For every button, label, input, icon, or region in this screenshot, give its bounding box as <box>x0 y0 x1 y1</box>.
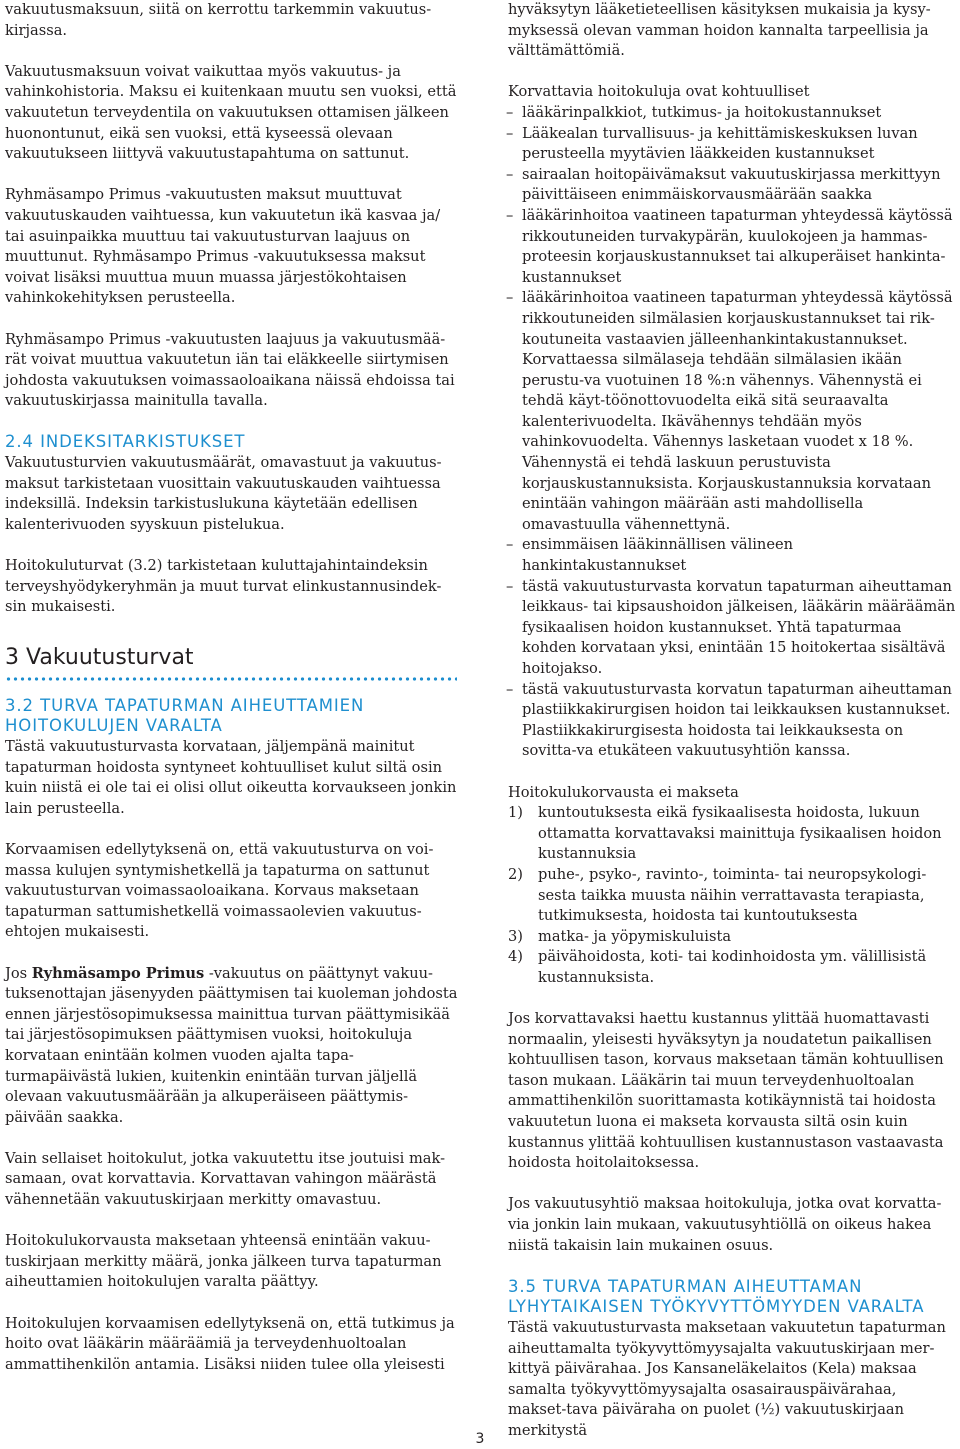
list-item: – sairaalan hoitopäivämaksut vakuutuskirjassa merkittyyn päivittäiseen enimmäiskorvausmäärään saakka <box>508 165 958 206</box>
list-text: puhe-, psyko-, ravinto-, toiminta- tai neuropsykologi-sesta taikka muusta näihin verrattavasta terapiasta, tutkimuksesta, hoidosta tai kuntoutuksesta <box>538 865 927 925</box>
list-item: – tästä vakuutusturvasta korvatun tapaturman aiheuttaman leikkaus- tai kipsaushoidon jälkeisen, lääkärin määräämän fysikaalisen hoidon kustannukset. Yhtä tapaturmaa kohden korvataan yksi, enintään 15 hoitokertaa sisältävä hoitojakso. <box>508 577 958 680</box>
list-number: 4) <box>508 948 523 966</box>
compensable-costs-list <box>508 103 958 762</box>
list-number: 3) <box>508 927 523 945</box>
not-paid-title: Hoitokulukorvausta ei makseta <box>508 783 739 801</box>
termination-body: -vakuutus on päättynyt vakuu-tuksenottajan jäsenyyden päättymisen tai kuoleman johdosta ennen järjestösopimuksessa mainittua turvan päättymisikää tai järjestösopimuksen päättymisen vuoksi, hoitokuluja korvataan enintään kolmen vuoden ajalta tapa-turmapäivästä lukien, kuitenkin enintään turvan jäljellä olevaan vakuutusmäärään ja alkuperäiseen päättymis-päivään saakka. <box>5 964 458 1126</box>
paragraph-hoitokulu-index: Hoitokuluturvat (3.2) tarkistetaan kuluttajahintaindeksin terveyshyödykeryhmän ja muut turvat elinkustannusindek-sin mukaisesti. <box>5 557 442 616</box>
heading-3-5-title-line1: TURVA TAPATURMAN AIHEUTTAMAN <box>543 1276 863 1296</box>
paragraph-continuation: hyväksytyn lääketieteellisen käsityksen mukaisia ja kysy-myksessä olevan vamman hoidon kannalta tarpeellisia ja välttämättömiä. <box>508 1 931 60</box>
heading-3-title: Vakuutusturvat <box>26 644 194 670</box>
heading-3-2-number: 3.2 <box>5 695 34 715</box>
heading-2-4-title: INDEKSITARKISTUKSET <box>40 432 246 452</box>
compensable-costs-title: Korvattavia hoitokuluja ovat kohtuulliset <box>508 83 810 101</box>
left-column <box>5 0 458 1375</box>
list-item: – tästä vakuutusturvasta korvatun tapaturman aiheuttaman plastiikkakirurgisen hoidon tai leikkauksen kustannukset. Plastiikkakirurgisesta hoidosta tai leikkauksesta on sovitta-va etukäteen vakuutusyhtiön kanssa. <box>508 680 958 762</box>
not-paid-list <box>508 803 958 988</box>
paragraph-index-review: Vakuutusturvien vakuutusmäärät, omavastuut ja vakuutus-maksut tarkistetaan vuosittain vakuutuskauden vaihtuessa indeksillä. Indeksin tarkistuslukuna käytetään edellisen kalenterivuoden syyskuun pistelukua. <box>5 454 442 533</box>
list-item <box>508 865 958 927</box>
paragraph-3-5-daily-allowance: Tästä vakuutusturvasta maksetaan vakuutetun tapaturman aiheuttamalta työkyvyttömyysajalta vakuutuskirjaan mer-kittyä päivärahaa. Jos Kansaneläkelaitos (Kela) maksaa samalta työkyvyttömyysajalta osasairauspäivärahaa, makset-tava päiväraha on puolet (½) vakuutuskirjaan merkitystä <box>508 1319 946 1439</box>
list-number: 1) <box>508 804 523 822</box>
product-name: Ryhmäsampo Primus <box>31 964 205 982</box>
heading-2-4-number: 2.4 <box>5 432 34 452</box>
list-item <box>508 927 958 948</box>
list-item <box>508 803 958 865</box>
paragraph-3-2-maximum: Hoitokulukorvausta maksetaan yhteensä enintään vakuu-tuskirjaan merkitty määrä, jonka jälkeen turva tapaturman aiheuttamien hoitokulujen varalta päättyy. <box>5 1232 442 1291</box>
list-item: – lääkärinhoitoa vaatineen tapaturman yhteydessä käytössä rikkoutuneiden silmälasien korjauskustannukset tai rik-koutuneita vastaavien jälleenhankintakustannukset. Korvattaessa silmälaseja tehdään silmälasien ikään perustu-va vuotuinen 18 %:n vähennys. Vähennystä ei tehdä käyt-töönottovuodelta eikä sitä seuraavalta kalenterivuodelta. Ikävähennys tehdään myös vahinkovuodelta. Vähennys lasketaan vuodet x 18 %. Vähennystä ei tehdä laskuun perustuvista korjauskustannuksista. Korjauskustannuksia korvataan enintään vahingon määrään asti mahdollisella omavastuulla vähennettynä. <box>508 288 958 535</box>
page-number: 3 <box>475 1431 485 1447</box>
heading-3-2-title-line2: HOITOKULUJEN VARALTA <box>5 716 223 736</box>
right-column <box>508 0 958 1442</box>
list-text: matka- ja yöpymiskuluista <box>538 927 732 945</box>
paragraph-3-2-intro: Tästä vakuutusturvasta korvataan, jäljempänä mainitut tapaturman hoidosta syntyneet kohtuulliset kulut siltä osin kuin niistä ei ole tai ei olisi ollut oikeutta korvaukseen jonkin lain perusteella. <box>5 738 457 817</box>
paragraph-premium-intro: vakuutusmaksuun, siitä on kerrottu tarkemmin vakuutus-kirjassa. <box>5 1 432 39</box>
heading-3-5-title-line2: LYHYTAIKAISEN TYÖKYVYTTÖMYYDEN VARALTA <box>508 1297 925 1317</box>
list-item: – ensimmäisen lääkinnällisen välineen hankintakustannukset <box>508 535 958 576</box>
heading-2-4 <box>5 432 458 453</box>
heading-3 <box>5 644 458 672</box>
list-number: 2) <box>508 865 523 883</box>
paragraph-premium-change: Ryhmäsampo Primus -vakuutusten maksut muuttuvat vakuutuskauden vaihtuessa, kun vakuutetun ikä kasvaa ja/ tai asuinpaikka muuttuu tai vakuutusturvan laajuus on muuttunut. Ryhmäsampo Primus -vakuutuksessa maksut voivat lisäksi muuttua muun muassa järjestökohtaisen vahinkokehityksen perusteella. <box>5 186 441 307</box>
paragraph-3-2-deductible: Vain sellaiset hoitokulut, jotka vakuutettu itse joutuisi mak-samaan, ovat korvattavia. Korvattavan vahingon määrästä vähennetään vakuutuskirjaan merkitty omavastuu. <box>5 1149 446 1209</box>
list-item: – lääkärinpalkkiot, tutkimus- ja hoitokustannukset <box>508 103 958 124</box>
list-item: – lääkärinhoitoa vaatineen tapaturman yhteydessä käytössä rikkoutuneiden turvakypärän, kuulokojeen ja hammas-proteesin korjauskustannukset tai alkuperäiset hankinta-kustannukset <box>508 206 958 288</box>
list-text: kuntoutuksesta eikä fysikaalisesta hoidosta, lukuun ottamatta korvattavaksi mainittuja fysikaalisen hoidon kustannuksia <box>538 804 942 863</box>
paragraph-premium-history: Vakuutusmaksuun voivat vaikuttaa myös vakuutus- ja vahinkohistoria. Maksu ei kuitenkaan muutu sen vuoksi, että vakuutetun terveydentila on vakuutuksen ottamisen jälkeen huonontunut, eikä sen vuoksi, että kyseessä olevaan vakuutukseen liittyvä vakuutustapahtuma on sattunut. <box>5 62 457 163</box>
heading-3-5-number: 3.5 <box>508 1276 537 1296</box>
list-item: – Lääkealan turvallisuus- ja kehittämiskeskuksen luvan perusteella myytävien lääkkeiden kustannukset <box>508 124 958 165</box>
paragraph-3-2-prerequisite: Hoitokulujen korvaamisen edellytyksenä on, että tutkimus ja hoito ovat lääkärin määräämiä ja terveydenhuoltoalan ammattihenkilön antamia. Lisäksi niiden tulee olla yleisesti <box>5 1314 455 1373</box>
paragraph-3-2-termination <box>5 964 458 1129</box>
dotted-divider <box>5 676 457 682</box>
heading-3-5 <box>508 1277 958 1318</box>
heading-3-2 <box>5 696 458 737</box>
heading-3-2-title-line1: TURVA TAPATURMAN AIHEUTTAMIEN <box>40 695 365 715</box>
list-text: päivähoidosta, koti- tai kodinhoidosta ym. välillisistä kustannuksista. <box>538 948 927 986</box>
termination-prefix: Jos <box>5 964 32 982</box>
paragraph-3-2-condition: Korvaamisen edellytyksenä on, että vakuutusturva on voi-massa kulujen syntymishetkellä ja tapaturma on sattunut vakuutusturvan voimassaoloaikana. Korvaus maksetaan tapaturman sattumishetkellä voimassaolevien vakuutus-ehtojen mukaisesti. <box>5 840 434 941</box>
paragraph-recourse: Jos vakuutusyhtiö maksaa hoitokuluja, jotka ovat korvatta-via jonkin lain mukaan, vakuutusyhtiöllä on oikeus hakea niistä takaisin lain mukainen osuus. <box>508 1195 942 1254</box>
list-item <box>508 947 958 988</box>
paragraph-coverage-scope: Ryhmäsampo Primus -vakuutusten laajuus ja vakuutusmää-rät voivat muuttua vakuutetun iän tai eläkkeelle siirtymisen johdosta vakuutuksen voimassaoloaikana näissä ehdoissa tai vakuutuskirjassa mainitulla tavalla. <box>5 330 455 410</box>
heading-3-number: 3 <box>5 644 19 670</box>
paragraph-excess-costs: Jos korvattavaksi haettu kustannus ylittää huomattavasti normaalin, yleisesti hyväksytyn ja noudatetun paikallisen kohtuullisen tason, korvaus maksetaan tämän kohtuullisen tason mukaan. Lääkärin tai muun terveydenhuoltoalan ammattihenkilön suorittamasta kotikäynnistä tai hoidosta vakuutetun luona ei makseta korvausta siltä osin kuin kustannus ylittää kohtuullisen kustannustason vastaavasta hoidosta hoitolaitoksessa. <box>508 1010 944 1172</box>
